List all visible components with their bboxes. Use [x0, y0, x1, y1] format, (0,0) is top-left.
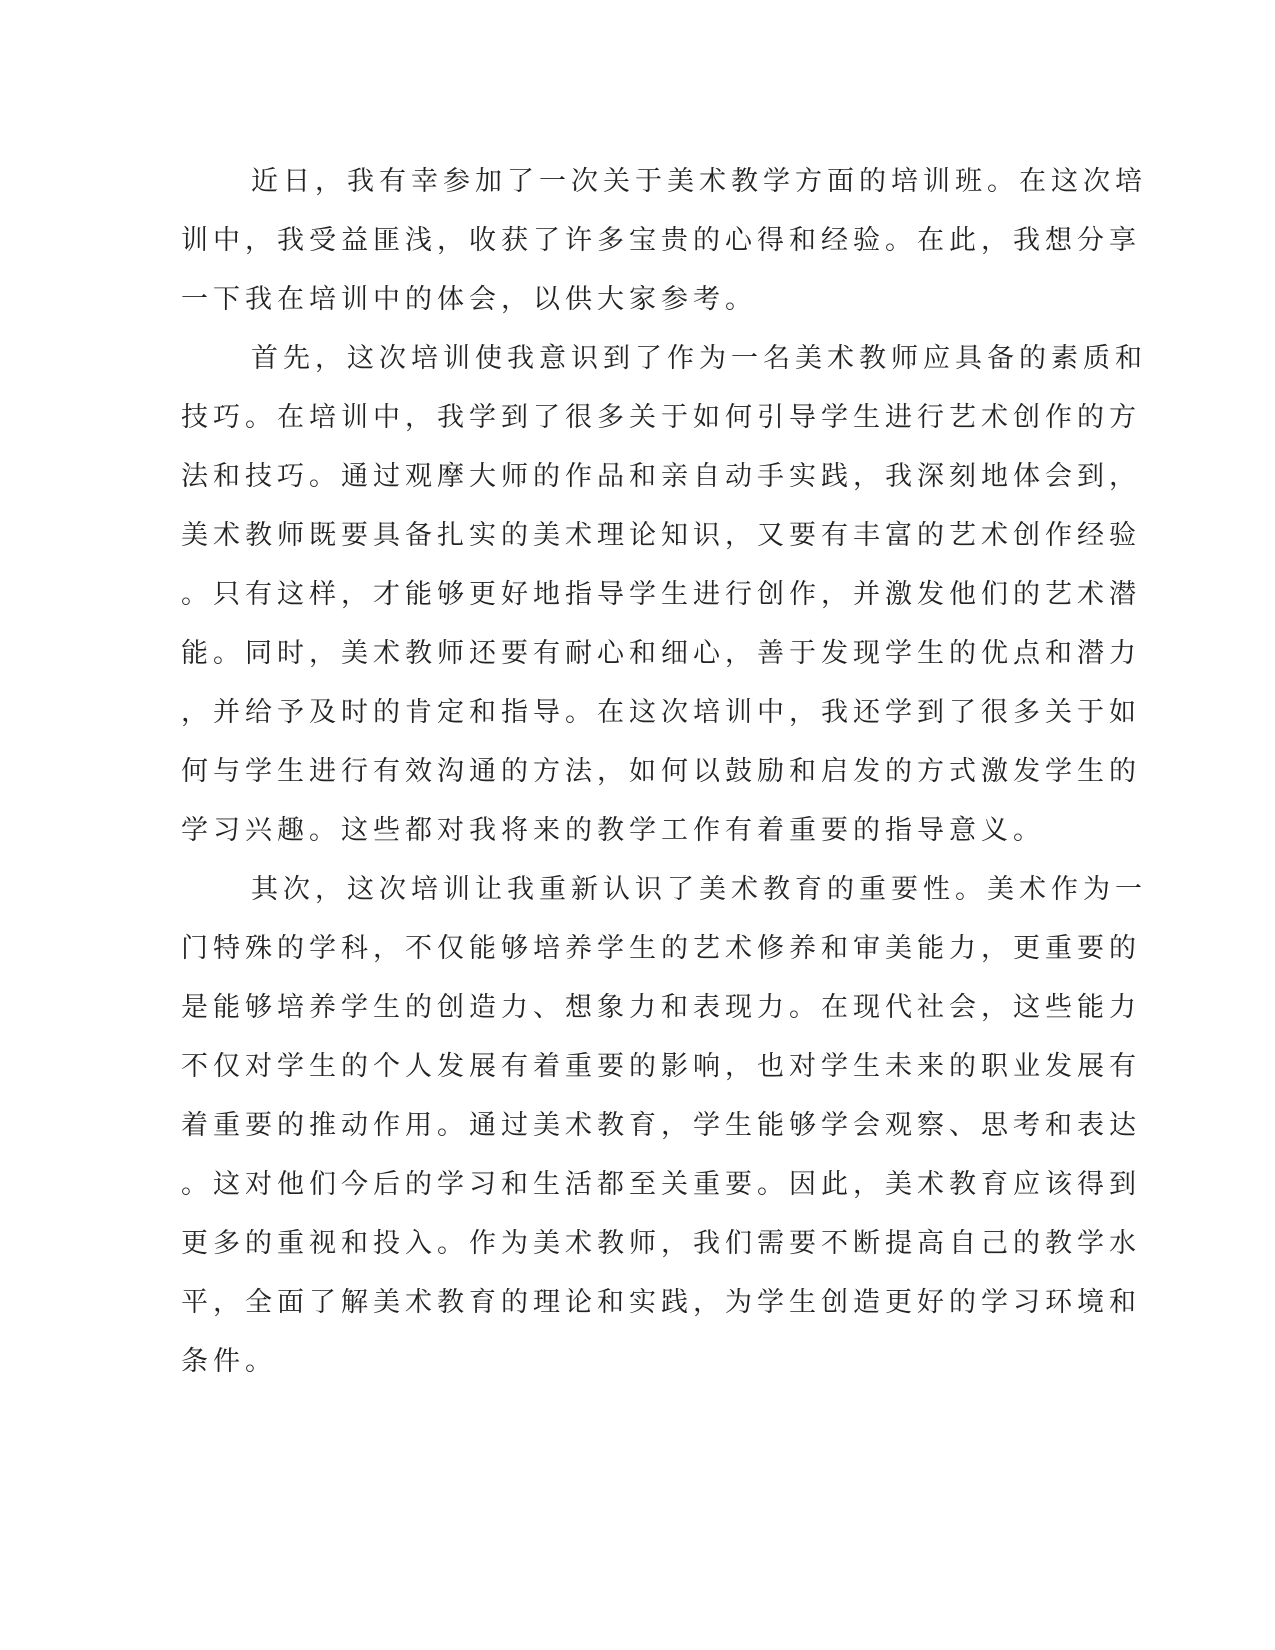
text-line: 美术教师既要具备扎实的美术理论知识，又要有丰富的艺术创作经验 — [181, 520, 1141, 551]
document-body — [181, 152, 1147, 1391]
text-line: 训中，我受益匪浅，收获了许多宝贵的心得和经验。在此，我想分享 — [181, 225, 1141, 256]
text-line: 。只有这样，才能够更好地指导学生进行创作，并激发他们的艺术潜 — [181, 579, 1141, 610]
text-line: 一下我在培训中的体会，以供大家参考。 — [181, 284, 757, 315]
text-line: 着重要的推动作用。通过美术教育，学生能够学会观察、思考和表达 — [181, 1110, 1141, 1141]
text-line: 不仅对学生的个人发展有着重要的影响，也对学生未来的职业发展有 — [181, 1051, 1141, 1082]
text-line: 条件。 — [181, 1346, 277, 1377]
text-line: 平，全面了解美术教育的理论和实践，为学生创造更好的学习环境和 — [181, 1287, 1141, 1318]
text-line: 其次，这次培训让我重新认识了美术教育的重要性。美术作为一 — [251, 874, 1147, 905]
text-line: ，并给予及时的肯定和指导。在这次培训中，我还学到了很多关于如 — [181, 697, 1141, 728]
text-line: 。这对他们今后的学习和生活都至关重要。因此，美术教育应该得到 — [181, 1169, 1141, 1200]
text-line: 学习兴趣。这些都对我将来的教学工作有着重要的指导意义。 — [181, 815, 1045, 846]
text-line: 首先，这次培训使我意识到了作为一名美术教师应具备的素质和 — [251, 343, 1147, 374]
text-line: 何与学生进行有效沟通的方法，如何以鼓励和启发的方式激发学生的 — [181, 756, 1141, 787]
text-line: 能。同时，美术教师还要有耐心和细心，善于发现学生的优点和潜力 — [181, 638, 1141, 669]
text-line: 技巧。在培训中，我学到了很多关于如何引导学生进行艺术创作的方 — [181, 402, 1141, 433]
text-line: 近日，我有幸参加了一次关于美术教学方面的培训班。在这次培 — [251, 166, 1147, 197]
paragraph-2 — [181, 329, 1147, 860]
text-line: 是能够培养学生的创造力、想象力和表现力。在现代社会，这些能力 — [181, 992, 1141, 1023]
text-line: 门特殊的学科，不仅能够培养学生的艺术修养和审美能力，更重要的 — [181, 933, 1141, 964]
paragraph-3 — [181, 860, 1147, 1391]
text-line: 法和技巧。通过观摩大师的作品和亲自动手实践，我深刻地体会到， — [181, 461, 1141, 492]
paragraph-1 — [181, 152, 1147, 329]
text-line: 更多的重视和投入。作为美术教师，我们需要不断提高自己的教学水 — [181, 1228, 1141, 1259]
